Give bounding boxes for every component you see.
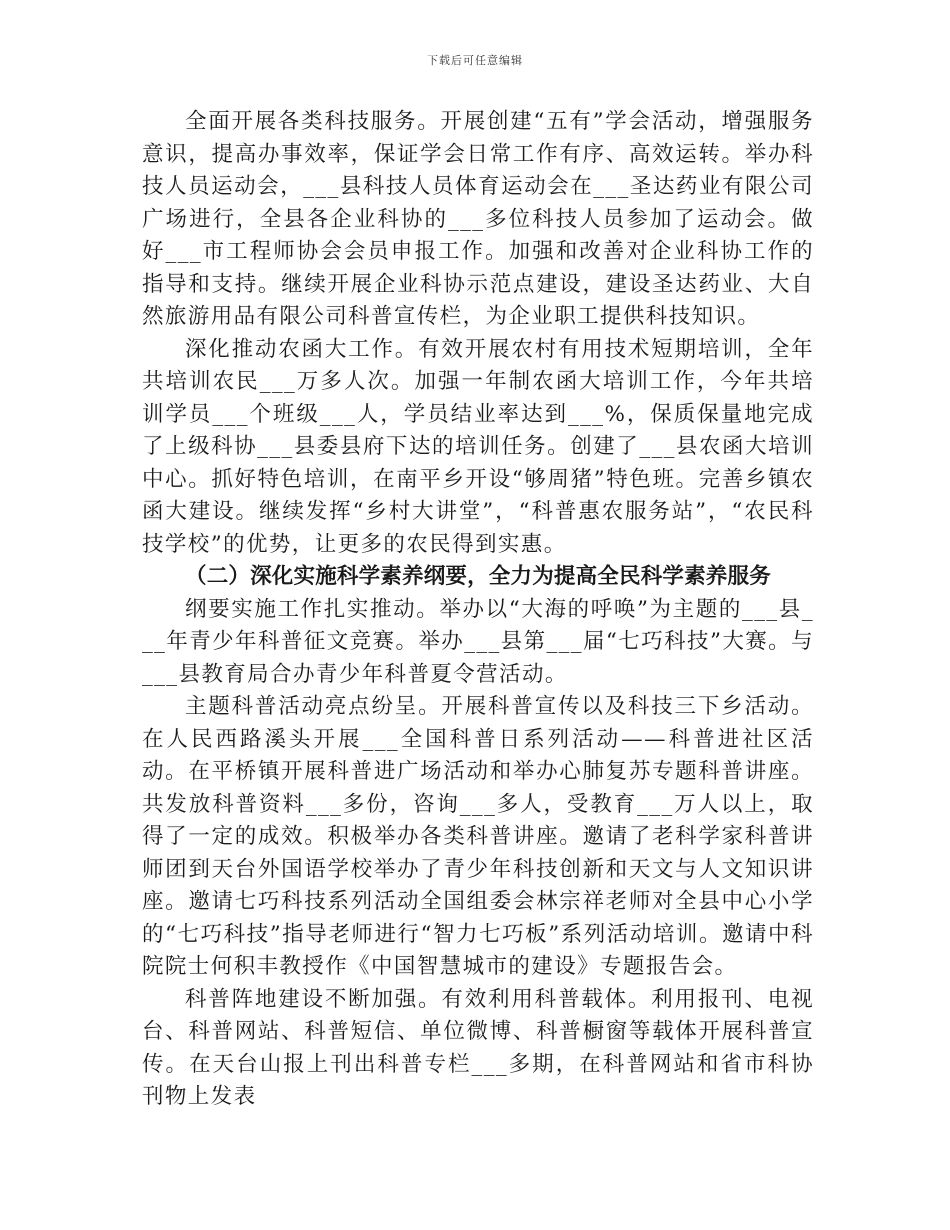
section-heading: （二）深化实施科学素养纲要，全力为提高全民科学素养服务	[185, 564, 771, 589]
paragraph-outline-implementation: 纲要实施工作扎实推动。举办以“大海的呼唤”为主题的___县___年青少年科普征文竞赛。举办___县第___届“七巧科技”大赛。与___县教育局合办青少年科普夏令营活动。	[142, 596, 814, 687]
paragraph-science-bases: 科普阵地建设不断加强。有效利用科普载体。利用报刊、电视台、科普网站、科普短信、单位微博、科普橱窗等载体开展科普宣传。在天台山报上刊出科普专栏___多期，在科普网站和省市科协刊物上发表	[142, 986, 814, 1109]
document-body	[142, 106, 814, 1114]
paragraph-tech-services: 全面开展各类科技服务。开展创建“五有”学会活动，增强服务意识，提高办事效率，保证学会日常工作有序、高效运转。举办科技人员运动会，___县科技人员体育运动会在___圣达药业有限公司广场进行，全县各企业科协的___多位科技人员参加了运动会。做好___市工程师协会会员申报工作。加强和改善对企业科协工作的指导和支持。继续开展企业科协示范点建设，建设圣达药业、大自然旅游用品有限公司科普宣传栏，为企业职工提供科技知识。	[142, 109, 814, 329]
paragraph-agri-training: 深化推动农函大工作。有效开展农村有用技术短期培训，全年共培训农民___万多人次。加强一年制农函大培训工作，今年共培训学员___个班级___人，学员结业率达到___%，保质保量地完成了上级科协___县委县府下达的培训任务。创建了___县农函大培训中心。抓好特色培训，在南平乡开设“够周猪”特色班。完善乡镇农函大建设。继续发挥“乡村大讲堂”，“科普惠农服务站”，“农民科技学校”的优势，让更多的农民得到实惠。	[142, 336, 814, 557]
paragraph-themed-activities: 主题科普活动亮点纷呈。开展科普宣传以及科技三下乡活动。在人民西路溪头开展___全国科普日系列活动——科普进社区活动。在平桥镇开展科普进广场活动和举办心肺复苏专题科普讲座。共发放科普资料___多份，咨询___多人，受教育___万人以上，取得了一定的成效。积极举办各类科普讲座。邀请了老科学家科普讲师团到天台外国语学校举办了青少年科技创新和天文与人文知识讲座。邀请七巧科技系列活动全国组委会林宗祥老师对全县中心小学的“七巧科技”指导老师进行“智力七巧板”系列活动培训。邀请中科院院士何积丰教授作《中国智慧城市的建设》专题报告会。	[142, 694, 814, 979]
page-header: 下载后可任意编辑	[427, 54, 523, 67]
